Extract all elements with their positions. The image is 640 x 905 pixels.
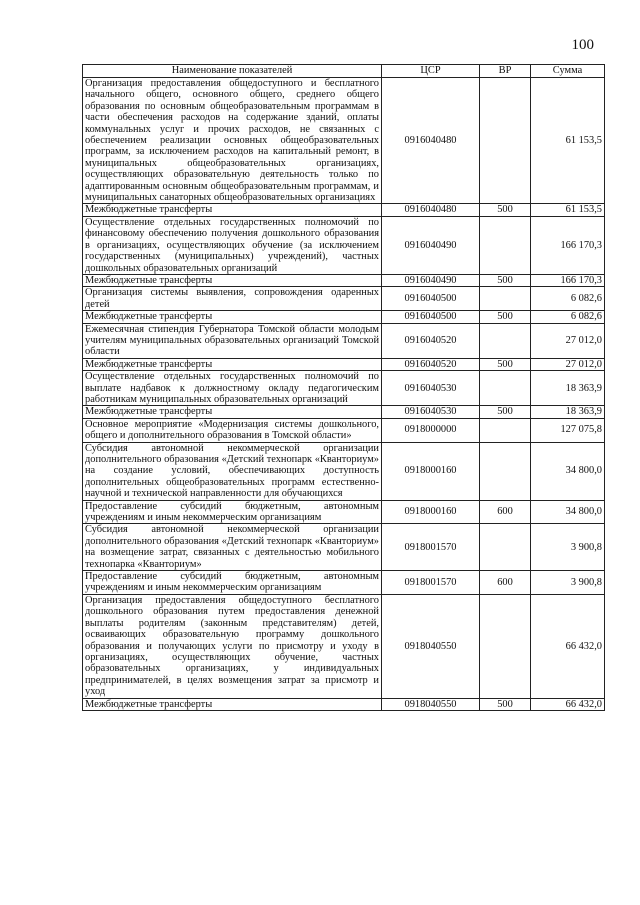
cell-vr	[480, 594, 531, 698]
cell-vr	[480, 78, 531, 204]
cell-vr	[480, 287, 531, 311]
cell-vr: 600	[480, 571, 531, 595]
cell-csr: 0916040500	[382, 287, 480, 311]
header-vr: ВР	[480, 65, 531, 78]
cell-name: Межбюджетные трансферты	[83, 311, 382, 323]
cell-name: Межбюджетные трансферты	[83, 698, 382, 710]
table-row	[83, 274, 605, 286]
cell-name: Организация предоставления общедоступного бесплатного дошкольного образования путем предоставления денежной выплаты родителям (законным представителям) детей, осваивающих образовательную программу дошкольного образования и получающих услуги по присмотру и уходу в организациях, осуществляющих обучение, частных образовательных организациях, у индивидуальных предпринимателей, в целях возмещения затрат за присмотр и уход	[83, 594, 382, 698]
table-row	[83, 216, 605, 274]
cell-name: Организация предоставления общедоступного и бесплатного начального общего, основного общего, среднего общего образования по основным общеобразовательным программам в части обеспечения расходов на содержание зданий, оплаты коммунальных услуг и прочих расходов, не связанных с обеспечением реализации основных общеобразовательных программ, за исключением расходов на капитальный ремонт, в муниципальных общеобразовательных организациях, осуществляющих образовательную деятельность только по адаптированным основным общеобразовательным программам, и муниципальных санаторных общеобразовательных организациях	[83, 78, 382, 204]
cell-vr: 500	[480, 204, 531, 216]
cell-csr: 0918001570	[382, 571, 480, 595]
cell-csr: 0916040500	[382, 311, 480, 323]
cell-sum: 61 153,5	[531, 78, 605, 204]
cell-name: Субсидия автономной некоммерческой организации дополнительного образования «Детский технопарк «Кванториум» на возмещение затрат, связанных с деятельностью мобильного технопарка «Кванториум»	[83, 524, 382, 571]
cell-name: Межбюджетные трансферты	[83, 358, 382, 370]
cell-vr: 500	[480, 358, 531, 370]
cell-sum: 34 800,0	[531, 500, 605, 524]
cell-sum: 6 082,6	[531, 311, 605, 323]
table-row	[83, 287, 605, 311]
cell-csr: 0918040550	[382, 698, 480, 710]
table-row	[83, 500, 605, 524]
table-row	[83, 571, 605, 595]
cell-sum: 66 432,0	[531, 698, 605, 710]
cell-name: Осуществление отдельных государственных полномочий по выплате надбавок к должностному окладу педагогическим работникам муниципальных образовательных организаций	[83, 371, 382, 406]
budget-table	[82, 64, 605, 711]
table-row	[83, 204, 605, 216]
cell-csr: 0916040480	[382, 78, 480, 204]
header-sum: Сумма	[531, 65, 605, 78]
cell-name: Межбюджетные трансферты	[83, 274, 382, 286]
cell-name: Предоставление субсидий бюджетным, автономным учреждениям и иным некоммерческим организациям	[83, 500, 382, 524]
cell-csr: 0916040520	[382, 323, 480, 358]
cell-vr	[480, 442, 531, 500]
cell-csr: 0918000160	[382, 442, 480, 500]
cell-vr: 500	[480, 311, 531, 323]
cell-name: Межбюджетные трансферты	[83, 406, 382, 418]
cell-vr	[480, 418, 531, 442]
cell-name: Ежемесячная стипендия Губернатора Томской области молодым учителям муниципальных образовательных организаций Томской области	[83, 323, 382, 358]
cell-name: Осуществление отдельных государственных полномочий по финансовому обеспечению получения дошкольного образования в организациях, осуществляющих обучение (за исключением государственных (муниципальных) учреждений), частных дошкольных образовательных организаций	[83, 216, 382, 274]
table-row	[83, 524, 605, 571]
table-row	[83, 323, 605, 358]
cell-sum: 61 153,5	[531, 204, 605, 216]
cell-vr: 500	[480, 274, 531, 286]
cell-csr: 0916040480	[382, 204, 480, 216]
table-row	[83, 698, 605, 710]
cell-csr: 0916040530	[382, 406, 480, 418]
cell-sum: 18 363,9	[531, 371, 605, 406]
cell-name: Основное мероприятие «Модернизация системы дошкольного, общего и дополнительного образования в Томской области»	[83, 418, 382, 442]
cell-name: Субсидия автономной некоммерческой организации дополнительного образования «Детский технопарк «Кванториум» на создание условий, обеспечивающих доступность дополнительных общеобразовательных программ естественно-научной и технической направленности для обучающихся	[83, 442, 382, 500]
cell-csr: 0918040550	[382, 594, 480, 698]
table-row	[83, 406, 605, 418]
cell-vr	[480, 524, 531, 571]
table-row	[83, 371, 605, 406]
cell-sum: 166 170,3	[531, 274, 605, 286]
cell-csr: 0918000160	[382, 500, 480, 524]
cell-vr	[480, 323, 531, 358]
table-header-row	[83, 65, 605, 78]
cell-vr: 600	[480, 500, 531, 524]
table-row	[83, 442, 605, 500]
cell-csr: 0918001570	[382, 524, 480, 571]
cell-sum: 166 170,3	[531, 216, 605, 274]
cell-name: Межбюджетные трансферты	[83, 204, 382, 216]
table-row	[83, 78, 605, 204]
header-csr: ЦСР	[382, 65, 480, 78]
cell-sum: 34 800,0	[531, 442, 605, 500]
cell-sum: 27 012,0	[531, 323, 605, 358]
cell-sum: 3 900,8	[531, 524, 605, 571]
cell-name: Предоставление субсидий бюджетным, автономным учреждениям и иным некоммерческим организациям	[83, 571, 382, 595]
table-row	[83, 311, 605, 323]
cell-sum: 18 363,9	[531, 406, 605, 418]
cell-sum: 127 075,8	[531, 418, 605, 442]
table-row	[83, 594, 605, 698]
cell-csr: 0916040490	[382, 216, 480, 274]
table-row	[83, 418, 605, 442]
table-row	[83, 358, 605, 370]
cell-csr: 0916040490	[382, 274, 480, 286]
cell-sum: 27 012,0	[531, 358, 605, 370]
cell-vr	[480, 371, 531, 406]
header-name: Наименование показателей	[83, 65, 382, 78]
cell-sum: 66 432,0	[531, 594, 605, 698]
page-number: 100	[571, 37, 594, 53]
cell-name: Организация системы выявления, сопровождения одаренных детей	[83, 287, 382, 311]
cell-csr: 0916040530	[382, 371, 480, 406]
cell-sum: 6 082,6	[531, 287, 605, 311]
cell-vr: 500	[480, 406, 531, 418]
cell-csr: 0916040520	[382, 358, 480, 370]
cell-vr	[480, 216, 531, 274]
cell-sum: 3 900,8	[531, 571, 605, 595]
cell-csr: 0918000000	[382, 418, 480, 442]
cell-vr: 500	[480, 698, 531, 710]
